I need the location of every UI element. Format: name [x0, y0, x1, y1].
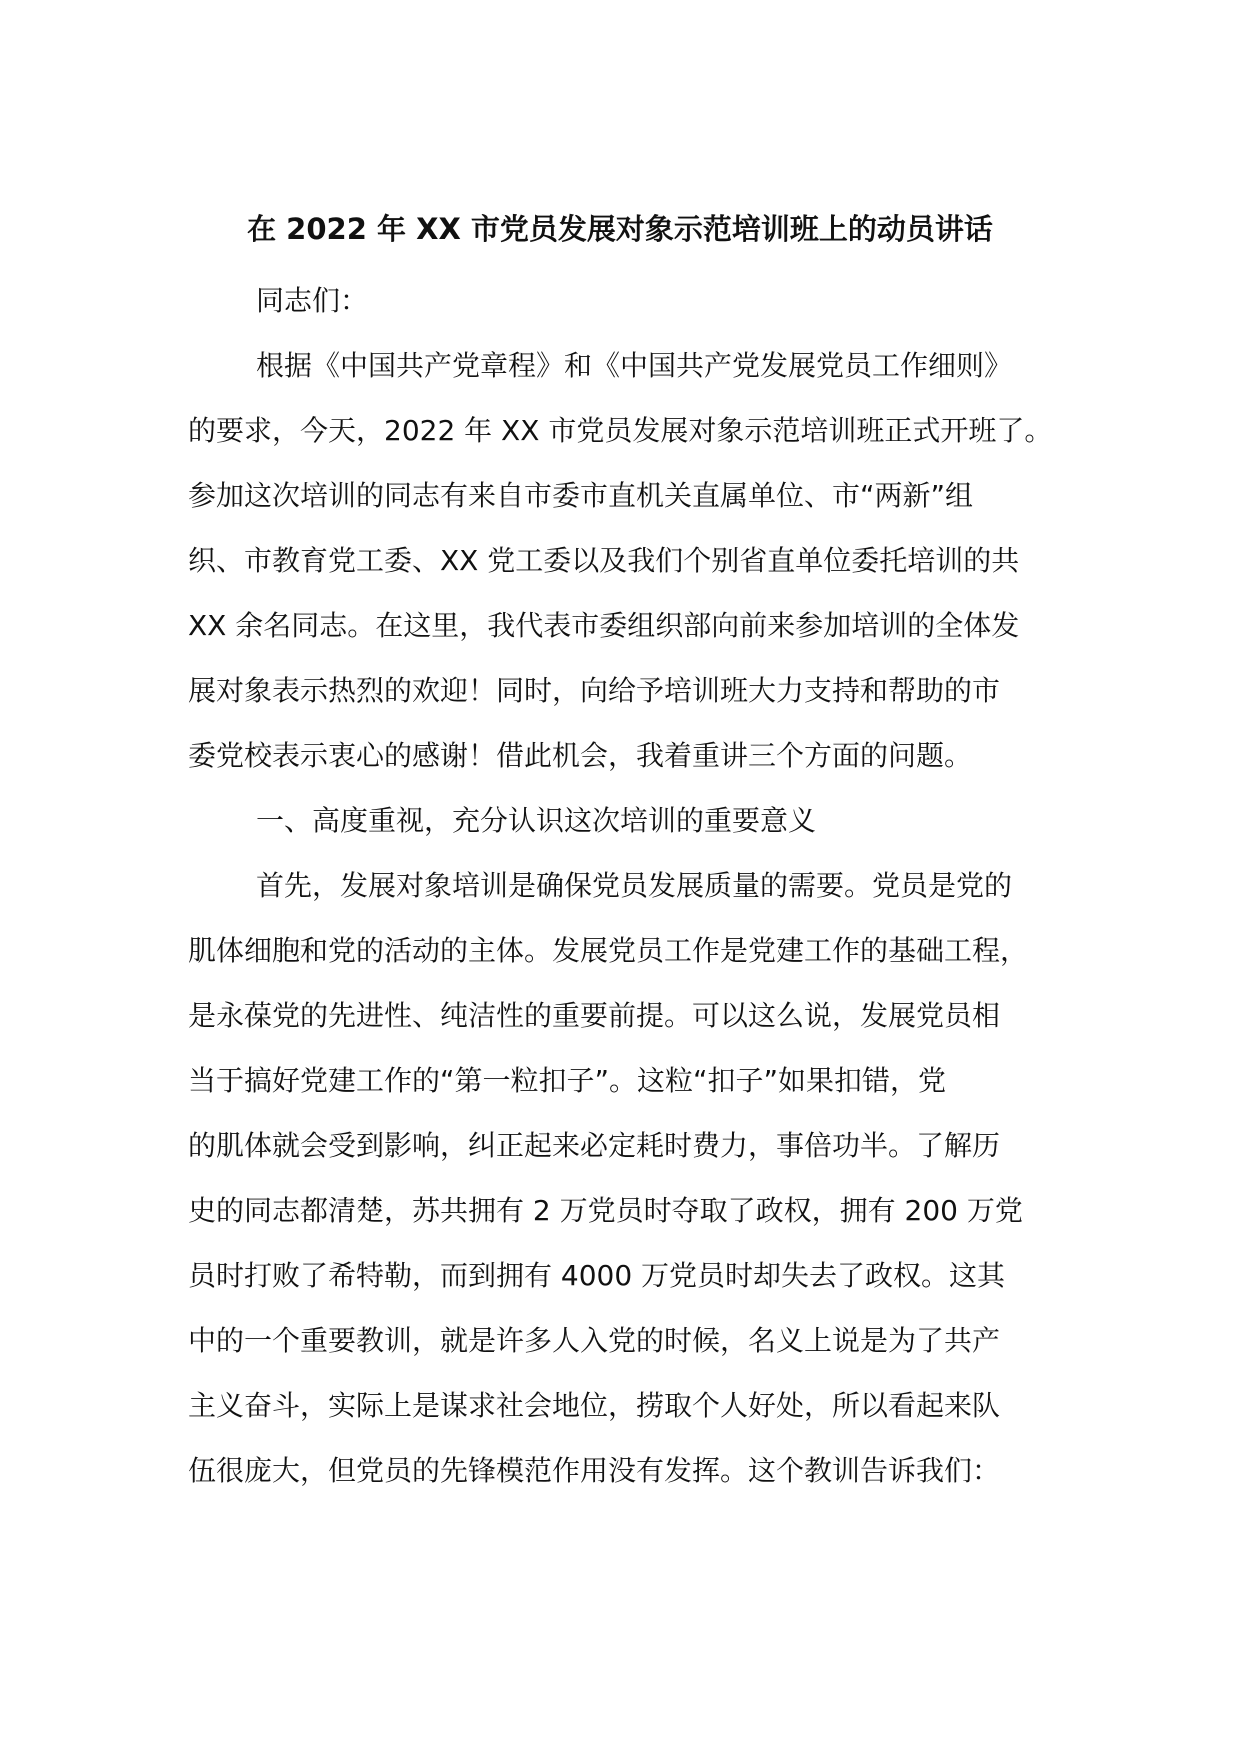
paragraph-line: 肌体细胞和党的活动的主体。发展党员工作是党建工作的基础工程，: [188, 934, 1029, 967]
paragraph-line: XX 余名同志。在这里，我代表市委组织部向前来参加培训的全体发: [188, 609, 1020, 642]
paragraph-line: 中的一个重要教训，就是许多人入党的时候，名义上说是为了共产: [188, 1324, 1001, 1357]
paragraph-line: 的肌体就会受到影响，纠正起来必定耗时费力，事倍功半。了解历: [188, 1129, 1001, 1162]
paragraph-line: 织、市教育党工委、XX 党工委以及我们个别省直单位委托培训的共: [188, 544, 1020, 577]
salutation-line: 同志们：: [256, 284, 369, 317]
section-heading: 一、高度重视，充分认识这次培训的重要意义: [256, 804, 817, 837]
paragraph-line: 当于搞好党建工作的“第一粒扣子”。这粒“扣子”如果扣错，党: [188, 1064, 947, 1097]
document-title: 在 2022 年 XX 市党员发展对象示范培训班上的动员讲话: [247, 212, 993, 246]
paragraph-line: 伍很庞大，但党员的先锋模范作用没有发挥。这个教训告诉我们：: [188, 1454, 1001, 1487]
paragraph-line: 的要求，今天，2022 年 XX 市党员发展对象示范培训班正式开班了。: [188, 414, 1053, 447]
paragraph-line: 根据《中国共产党章程》和《中国共产党发展党员工作细则》: [256, 349, 1013, 382]
paragraph-line: 史的同志都清楚，苏共拥有 2 万党员时夺取了政权，拥有 200 万党: [188, 1194, 1023, 1227]
paragraph-line: 是永葆党的先进性、纯洁性的重要前提。可以这么说，发展党员相: [188, 999, 1001, 1032]
paragraph-line: 展对象表示热烈的欢迎！同时，向给予培训班大力支持和帮助的市: [188, 674, 1001, 707]
document-body: [188, 268, 1072, 1503]
paragraph-line: 员时打败了希特勒，而到拥有 4000 万党员时却失去了政权。这其: [188, 1259, 1006, 1292]
paragraph-line: 参加这次培训的同志有来自市委市直机关直属单位、市“两新”组: [188, 479, 974, 512]
paragraph-line: 首先，发展对象培训是确保党员发展质量的需要。党员是党的: [256, 869, 1013, 902]
paragraph-line: 委党校表示衷心的感谢！借此机会，我着重讲三个方面的问题。: [188, 739, 973, 772]
paragraph-line: 主义奋斗，实际上是谋求社会地位，捞取个人好处，所以看起来队: [188, 1389, 1001, 1422]
